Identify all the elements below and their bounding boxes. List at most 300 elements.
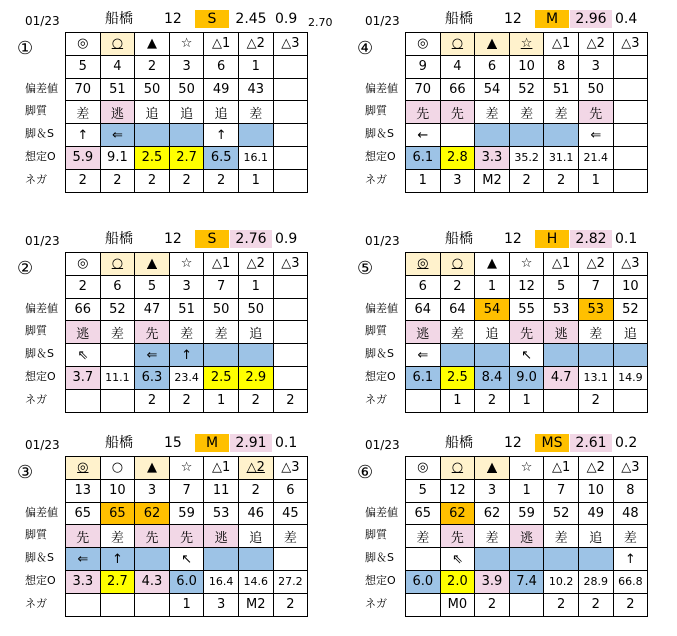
race-date: 01/23 bbox=[365, 234, 400, 248]
grid-cell: 先 bbox=[578, 101, 613, 124]
grid-cell: 差 bbox=[238, 101, 273, 124]
grid-row bbox=[66, 146, 308, 169]
grid-row bbox=[406, 344, 648, 367]
grid-cell bbox=[273, 101, 308, 124]
grid-cell bbox=[100, 593, 135, 616]
grid-cell: ▲ bbox=[475, 457, 510, 480]
grid-cell: 54 bbox=[475, 78, 510, 101]
grid-cell: ⇐ bbox=[100, 124, 135, 147]
grid-cell: 12 bbox=[509, 275, 544, 298]
grid-cell: △3 bbox=[613, 33, 648, 56]
grid-cell: ⇖ bbox=[66, 344, 101, 367]
row-label bbox=[25, 275, 65, 298]
grid-cell: 1 bbox=[238, 169, 273, 192]
grid-cell: 14.6 bbox=[238, 570, 273, 593]
grid-cell: 2 bbox=[475, 593, 510, 616]
grid-row bbox=[66, 169, 308, 192]
row-label: 偏差値 bbox=[25, 81, 58, 95]
grid-cell: 1 bbox=[578, 169, 613, 192]
grid-cell: 差 bbox=[475, 101, 510, 124]
race-venue: 船橋 bbox=[105, 11, 133, 27]
grid-cell: 3 bbox=[440, 169, 475, 192]
grid-cell: ↖ bbox=[169, 548, 204, 571]
grid-cell: 10 bbox=[509, 55, 544, 78]
grid-cell: M0 bbox=[440, 593, 475, 616]
grid-cell bbox=[475, 548, 510, 571]
grid-cell: 7 bbox=[169, 479, 204, 502]
grid-cell: △2 bbox=[578, 33, 613, 56]
grid-cell: 追 bbox=[169, 101, 204, 124]
race-panel bbox=[17, 6, 333, 189]
grid-cell: 1 bbox=[509, 479, 544, 502]
row-label: 脚＆S bbox=[25, 551, 54, 565]
grid-cell: 追 bbox=[613, 321, 648, 344]
grid-cell: ▲ bbox=[475, 253, 510, 276]
grid-cell: 2.5 bbox=[440, 366, 475, 389]
row-label bbox=[365, 479, 405, 502]
row-label bbox=[25, 252, 65, 275]
race-value: 0.9 bbox=[275, 231, 298, 247]
row-label: ネガ bbox=[25, 172, 47, 186]
grid-cell bbox=[66, 593, 101, 616]
grid-cell: 1 bbox=[440, 389, 475, 412]
race-header bbox=[365, 6, 665, 32]
grid-cell bbox=[238, 548, 273, 571]
race-number: ⑤ bbox=[357, 258, 374, 279]
grid-cell: ↑ bbox=[169, 344, 204, 367]
grid-cell: 差 bbox=[544, 525, 579, 548]
grid-row bbox=[66, 479, 308, 502]
row-label: ネガ bbox=[25, 392, 47, 406]
grid-cell: ▲ bbox=[475, 33, 510, 56]
race-header bbox=[25, 226, 325, 252]
grid-cell bbox=[544, 124, 579, 147]
row-label: 想定O bbox=[25, 149, 56, 163]
grid-cell: △1 bbox=[544, 33, 579, 56]
row-labels bbox=[25, 456, 65, 616]
grid-cell: 5 bbox=[66, 55, 101, 78]
grid-cell bbox=[100, 344, 135, 367]
grid-cell: △2 bbox=[578, 253, 613, 276]
grid-cell: 10 bbox=[578, 479, 613, 502]
grid-cell: 2 bbox=[613, 593, 648, 616]
grid-cell: 3.3 bbox=[66, 570, 101, 593]
grid-cell: 28.9 bbox=[578, 570, 613, 593]
grid-cell bbox=[509, 548, 544, 571]
grid-cell: 62 bbox=[135, 502, 170, 525]
grid-row bbox=[406, 55, 648, 78]
race-panel bbox=[357, 430, 665, 613]
grid-cell: 2 bbox=[238, 479, 273, 502]
grid-cell: ◎ bbox=[406, 253, 441, 276]
grid-cell: 5 bbox=[544, 275, 579, 298]
grid-cell: 先 bbox=[135, 525, 170, 548]
grid-cell: 54 bbox=[475, 298, 510, 321]
grid-cell: 3 bbox=[578, 55, 613, 78]
grid-row bbox=[66, 124, 308, 147]
grid-cell: 6 bbox=[204, 55, 239, 78]
row-label: 脚＆S bbox=[365, 127, 394, 141]
grid-cell bbox=[204, 344, 239, 367]
grid-cell: △1 bbox=[204, 253, 239, 276]
grid-cell: ○ bbox=[100, 457, 135, 480]
grid-cell: △1 bbox=[544, 253, 579, 276]
grid-cell: ↑ bbox=[66, 124, 101, 147]
grid-cell bbox=[273, 78, 308, 101]
runner-count: 12 bbox=[164, 11, 182, 27]
race-venue: 船橋 bbox=[445, 11, 473, 27]
row-label: 脚質 bbox=[25, 104, 47, 118]
race-number: ⑥ bbox=[357, 462, 374, 483]
grid-row bbox=[66, 101, 308, 124]
grid-cell bbox=[273, 366, 308, 389]
grid-cell: 5.9 bbox=[66, 146, 101, 169]
grid-cell: 6.3 bbox=[135, 366, 170, 389]
grid-row bbox=[66, 298, 308, 321]
grid-cell: 7 bbox=[578, 275, 613, 298]
grid-cell bbox=[273, 275, 308, 298]
race-value: 0.2 bbox=[615, 435, 638, 451]
grid-row bbox=[406, 146, 648, 169]
grid-cell: 2 bbox=[135, 55, 170, 78]
row-label bbox=[25, 456, 65, 479]
grid-cell bbox=[273, 146, 308, 169]
grid-cell: ▲ bbox=[135, 33, 170, 56]
grid-cell: 1 bbox=[406, 169, 441, 192]
grid-cell bbox=[544, 389, 579, 412]
grid-cell bbox=[440, 344, 475, 367]
grid-row bbox=[406, 548, 648, 571]
grid-cell bbox=[613, 389, 648, 412]
grid-cell: 逃 bbox=[66, 321, 101, 344]
grid-cell: 6.1 bbox=[406, 146, 441, 169]
grid-row bbox=[406, 525, 648, 548]
grid-cell: 43 bbox=[238, 78, 273, 101]
grid-cell: ◎ bbox=[66, 253, 101, 276]
grid-cell: 先 bbox=[66, 525, 101, 548]
grid-cell: ◎ bbox=[406, 33, 441, 56]
grid-cell: 21.4 bbox=[578, 146, 613, 169]
grid-cell: 先 bbox=[440, 101, 475, 124]
grid-cell: 62 bbox=[440, 502, 475, 525]
grid-cell: 2.7 bbox=[169, 146, 204, 169]
grid-cell: 16.4 bbox=[204, 570, 239, 593]
grid-cell: 6 bbox=[406, 275, 441, 298]
grid-cell: ⇐ bbox=[135, 344, 170, 367]
grid-row bbox=[406, 275, 648, 298]
grid-cell: 9.0 bbox=[509, 366, 544, 389]
grid-cell: ☆ bbox=[509, 457, 544, 480]
row-label: 脚＆S bbox=[25, 347, 54, 361]
grid-cell: 3 bbox=[475, 479, 510, 502]
grid-cell: ☆ bbox=[169, 457, 204, 480]
row-label: 想定O bbox=[365, 149, 396, 163]
grid-cell: 2 bbox=[578, 593, 613, 616]
grid-cell: ▲ bbox=[135, 253, 170, 276]
row-label bbox=[25, 479, 65, 502]
row-label: 想定O bbox=[25, 369, 56, 383]
grid-row bbox=[406, 366, 648, 389]
grid-cell: 3.3 bbox=[475, 146, 510, 169]
race-grade: S bbox=[195, 230, 229, 248]
grid-cell: 66 bbox=[440, 78, 475, 101]
grid-cell: 6.0 bbox=[406, 570, 441, 593]
race-panel bbox=[17, 226, 325, 409]
grid-cell: 10 bbox=[613, 275, 648, 298]
grid-cell: 差 bbox=[100, 321, 135, 344]
row-label bbox=[365, 55, 405, 78]
grid-cell: 45 bbox=[273, 502, 308, 525]
grid-cell: △1 bbox=[204, 457, 239, 480]
grid-row bbox=[406, 502, 648, 525]
row-label: 想定O bbox=[365, 369, 396, 383]
grid-cell: 2 bbox=[440, 275, 475, 298]
grid-cell: 9.1 bbox=[100, 146, 135, 169]
grid-cell: 49 bbox=[578, 502, 613, 525]
row-labels bbox=[365, 252, 405, 412]
grid-cell bbox=[406, 593, 441, 616]
grid-cell bbox=[273, 548, 308, 571]
grid-cell: ○ bbox=[100, 33, 135, 56]
race-date: 01/23 bbox=[25, 438, 60, 452]
grid-cell: 11 bbox=[204, 479, 239, 502]
grid-cell: 差 bbox=[273, 525, 308, 548]
grid-row bbox=[406, 101, 648, 124]
grid-cell: 2 bbox=[135, 169, 170, 192]
race-date: 01/23 bbox=[365, 438, 400, 452]
row-label: 脚質 bbox=[25, 528, 47, 542]
race-value: 0.1 bbox=[275, 435, 298, 451]
grid-row bbox=[406, 321, 648, 344]
grid-cell: 50 bbox=[238, 298, 273, 321]
grid-cell: 6.5 bbox=[204, 146, 239, 169]
row-label bbox=[365, 252, 405, 275]
row-labels bbox=[365, 32, 405, 192]
grid-cell: 5 bbox=[135, 275, 170, 298]
row-label: 脚質 bbox=[365, 324, 387, 338]
grid-cell: 逃 bbox=[100, 101, 135, 124]
grid-cell: 2.9 bbox=[238, 366, 273, 389]
grid-cell: ○ bbox=[440, 33, 475, 56]
grid-cell bbox=[238, 124, 273, 147]
grid-cell: 70 bbox=[66, 78, 101, 101]
grid-cell: 3 bbox=[169, 275, 204, 298]
row-labels bbox=[365, 456, 405, 616]
grid-row bbox=[66, 275, 308, 298]
grid-cell: 5 bbox=[406, 479, 441, 502]
grid-cell: 8.4 bbox=[475, 366, 510, 389]
runner-count: 15 bbox=[164, 435, 182, 451]
grid-cell bbox=[273, 321, 308, 344]
grid-cell: 10 bbox=[100, 479, 135, 502]
row-label: 脚＆S bbox=[365, 347, 394, 361]
grid-cell: 65 bbox=[100, 502, 135, 525]
grid-cell bbox=[613, 169, 648, 192]
grid-cell: 1 bbox=[238, 275, 273, 298]
grid-cell: △3 bbox=[273, 457, 308, 480]
grid-cell: 1 bbox=[475, 275, 510, 298]
grid-cell: 差 bbox=[544, 101, 579, 124]
grid-cell: 59 bbox=[169, 502, 204, 525]
grid-row bbox=[406, 479, 648, 502]
grid-cell: △2 bbox=[238, 33, 273, 56]
race-value: 0.9 bbox=[275, 11, 298, 27]
grid-cell bbox=[544, 548, 579, 571]
row-label: ネガ bbox=[25, 596, 47, 610]
grid-cell: 3.7 bbox=[66, 366, 101, 389]
grid-cell: 23.4 bbox=[169, 366, 204, 389]
grid-cell bbox=[613, 124, 648, 147]
grid-row bbox=[66, 548, 308, 571]
race-grade: M bbox=[195, 434, 229, 452]
grid-cell: 50 bbox=[204, 298, 239, 321]
grid-cell: 2 bbox=[544, 593, 579, 616]
grid-cell bbox=[273, 124, 308, 147]
grid-cell: ▲ bbox=[135, 457, 170, 480]
grid-cell: 6.1 bbox=[406, 366, 441, 389]
grid-cell: 62 bbox=[475, 502, 510, 525]
grid-cell: ☆ bbox=[169, 253, 204, 276]
grid-cell: 1 bbox=[204, 389, 239, 412]
grid-cell: 2 bbox=[135, 389, 170, 412]
grid-cell: 66 bbox=[66, 298, 101, 321]
grid-cell: 13 bbox=[66, 479, 101, 502]
grid-cell bbox=[475, 344, 510, 367]
grid-cell: 13.1 bbox=[578, 366, 613, 389]
grid-cell: △1 bbox=[204, 33, 239, 56]
grid-row bbox=[66, 321, 308, 344]
grid-cell: 46 bbox=[238, 502, 273, 525]
grid-cell: 52 bbox=[613, 298, 648, 321]
grid-cell: 3 bbox=[204, 593, 239, 616]
row-label: 偏差値 bbox=[25, 301, 58, 315]
grid-cell: △2 bbox=[578, 457, 613, 480]
grid-cell: 12 bbox=[440, 479, 475, 502]
grid-cell: 追 bbox=[578, 525, 613, 548]
grid-cell: 先 bbox=[406, 101, 441, 124]
grid-cell bbox=[613, 146, 648, 169]
grid-cell: 逃 bbox=[509, 525, 544, 548]
horse-grid bbox=[405, 252, 648, 413]
grid-cell: ○ bbox=[100, 253, 135, 276]
row-label bbox=[365, 32, 405, 55]
grid-cell: ⇐ bbox=[578, 124, 613, 147]
grid-cell: 59 bbox=[509, 502, 544, 525]
grid-cell bbox=[169, 124, 204, 147]
grid-cell bbox=[613, 78, 648, 101]
grid-cell bbox=[509, 124, 544, 147]
grid-cell: 6.0 bbox=[169, 570, 204, 593]
grid-cell bbox=[613, 101, 648, 124]
row-labels bbox=[25, 32, 65, 192]
grid-cell: ○ bbox=[440, 253, 475, 276]
race-value: 0.4 bbox=[615, 11, 638, 27]
grid-cell bbox=[66, 389, 101, 412]
grid-cell: 51 bbox=[169, 298, 204, 321]
grid-cell: 2.5 bbox=[135, 146, 170, 169]
race-date: 01/23 bbox=[25, 234, 60, 248]
race-odds: 2.91 bbox=[230, 434, 272, 452]
grid-cell: 2 bbox=[66, 169, 101, 192]
grid-cell: ⇐ bbox=[406, 344, 441, 367]
grid-row bbox=[406, 124, 648, 147]
grid-cell: 先 bbox=[169, 525, 204, 548]
grid-cell: ☆ bbox=[509, 33, 544, 56]
race-grade: S bbox=[195, 10, 229, 28]
grid-cell: 2 bbox=[475, 389, 510, 412]
race-odds: 2.45 bbox=[235, 11, 267, 27]
grid-cell: 追 bbox=[238, 321, 273, 344]
grid-cell: 2 bbox=[204, 169, 239, 192]
grid-row bbox=[406, 570, 648, 593]
grid-cell bbox=[475, 124, 510, 147]
grid-row bbox=[406, 78, 648, 101]
grid-cell: △2 bbox=[238, 253, 273, 276]
row-label: 想定O bbox=[25, 573, 56, 587]
grid-cell bbox=[613, 55, 648, 78]
grid-cell: 1 bbox=[169, 593, 204, 616]
runner-count: 12 bbox=[504, 11, 522, 27]
grid-cell: △3 bbox=[613, 457, 648, 480]
grid-cell: 11.1 bbox=[100, 366, 135, 389]
row-label: ネガ bbox=[365, 172, 387, 186]
race-grade: H bbox=[535, 230, 569, 248]
grid-cell: 差 bbox=[578, 321, 613, 344]
grid-cell: 先 bbox=[440, 525, 475, 548]
grid-cell: 6 bbox=[273, 479, 308, 502]
grid-cell: ↑ bbox=[204, 124, 239, 147]
grid-row bbox=[66, 78, 308, 101]
race-panel bbox=[357, 226, 665, 409]
grid-cell bbox=[135, 593, 170, 616]
horse-grid bbox=[65, 32, 308, 193]
grid-cell: 8 bbox=[613, 479, 648, 502]
grid-cell: 10.2 bbox=[544, 570, 579, 593]
grid-cell: M2 bbox=[475, 169, 510, 192]
row-label: ネガ bbox=[365, 392, 387, 406]
grid-cell: 52 bbox=[100, 298, 135, 321]
race-grade: M bbox=[535, 10, 569, 28]
grid-cell: 53 bbox=[578, 298, 613, 321]
grid-cell: 66.8 bbox=[613, 570, 648, 593]
race-venue: 船橋 bbox=[105, 231, 133, 247]
grid-cell: 2 bbox=[509, 169, 544, 192]
grid-cell: ○ bbox=[440, 457, 475, 480]
grid-cell: 14.9 bbox=[613, 366, 648, 389]
grid-cell: 差 bbox=[509, 101, 544, 124]
grid-cell: 65 bbox=[406, 502, 441, 525]
grid-row bbox=[66, 33, 308, 56]
grid-cell: 4 bbox=[440, 55, 475, 78]
grid-row bbox=[406, 593, 648, 616]
grid-cell: ⇖ bbox=[440, 548, 475, 571]
grid-cell: ↑ bbox=[613, 548, 648, 571]
race-odds: 2.61 bbox=[570, 434, 612, 452]
grid-cell: 追 bbox=[204, 101, 239, 124]
grid-cell: 49 bbox=[204, 78, 239, 101]
grid-cell: 70 bbox=[406, 78, 441, 101]
race-extra: 2.70 bbox=[308, 16, 333, 29]
row-label: 脚質 bbox=[365, 528, 387, 542]
grid-row bbox=[66, 389, 308, 412]
grid-cell bbox=[273, 55, 308, 78]
grid-row bbox=[66, 457, 308, 480]
grid-cell: ☆ bbox=[169, 33, 204, 56]
grid-cell: 2.7 bbox=[100, 570, 135, 593]
runner-count: 12 bbox=[504, 435, 522, 451]
grid-cell: 差 bbox=[100, 525, 135, 548]
grid-cell: 48 bbox=[613, 502, 648, 525]
